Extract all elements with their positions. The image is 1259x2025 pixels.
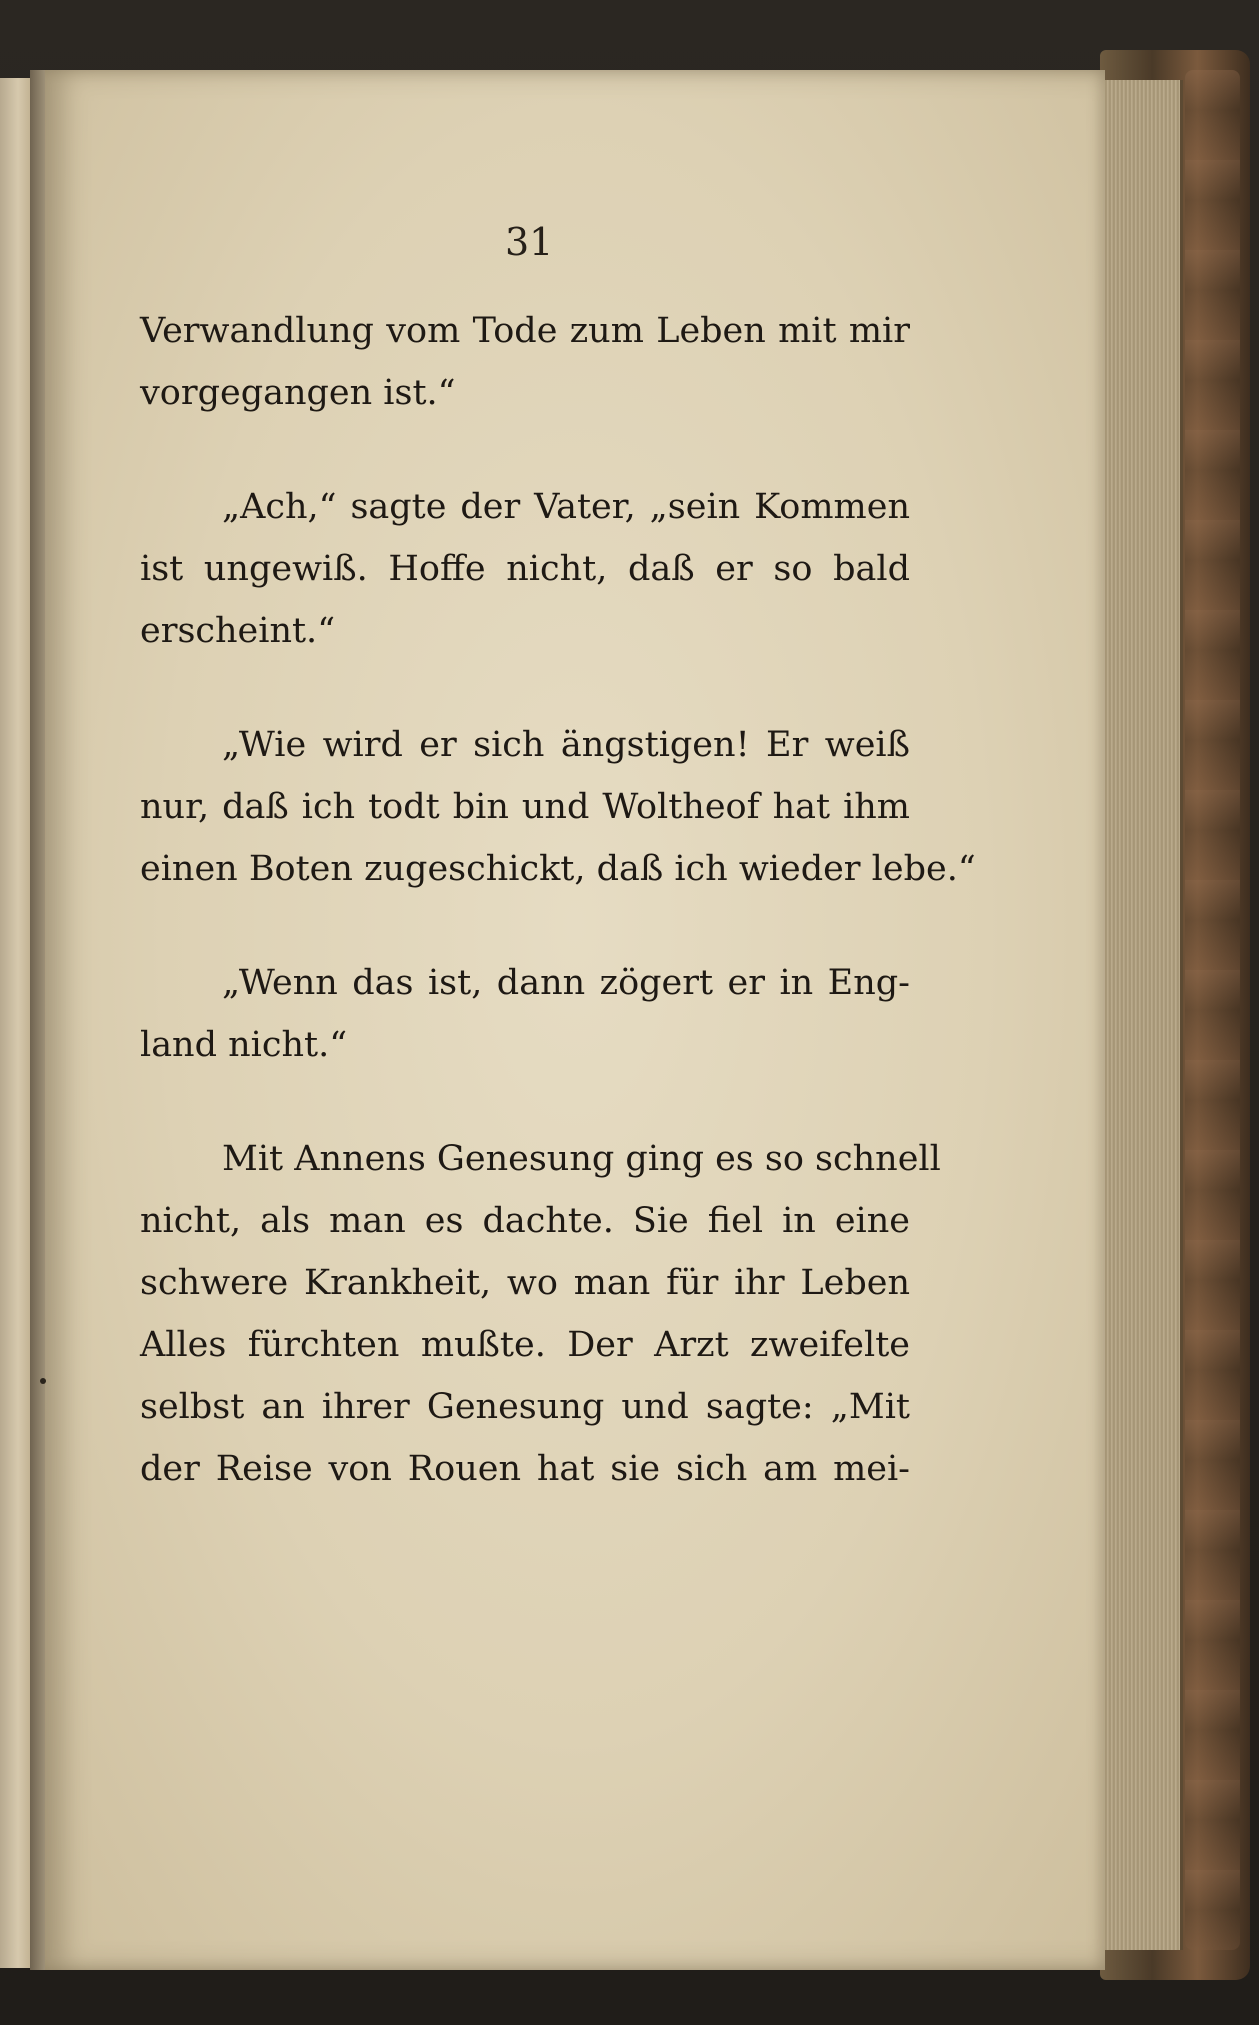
paragraph bbox=[140, 952, 910, 1076]
text-line: „Wie wird er sich ängstigen! Er weiß bbox=[222, 725, 910, 765]
page-number: 31 bbox=[505, 220, 554, 264]
paragraph-gap bbox=[140, 1076, 910, 1128]
text-line: ist ungewiß. Hoffe nicht, daß er so bald bbox=[140, 549, 910, 589]
paragraph-gap bbox=[140, 900, 910, 952]
text-line: „Wenn das ist, dann zögert er in Eng- bbox=[222, 963, 910, 1003]
text-line: schwere Krankheit, wo man für ihr Leben bbox=[140, 1263, 910, 1303]
paragraph-gap bbox=[140, 662, 910, 714]
margin-ink-mark bbox=[40, 1378, 46, 1384]
text-line: Mit Annens Genesung ging es so schnell bbox=[222, 1139, 941, 1179]
text-line: land nicht.“ bbox=[140, 1025, 348, 1065]
text-line: vorgegangen ist.“ bbox=[140, 373, 456, 413]
page-stack-edge bbox=[1100, 80, 1183, 1950]
text-line: erscheint.“ bbox=[140, 611, 336, 651]
text-line: Verwandlung vom Tode zum Leben mit mir bbox=[140, 311, 910, 351]
text-line: der Reise von Rouen hat sie sich am mei- bbox=[140, 1449, 910, 1489]
paragraph-gap bbox=[140, 424, 910, 476]
cover-wear-texture bbox=[1185, 70, 1240, 1950]
text-line: nur, daß ich todt bin und Woltheof hat ihm bbox=[140, 787, 910, 827]
text-line: „Ach,“ sagte der Vater, „sein Kommen bbox=[222, 487, 910, 527]
paragraph bbox=[140, 1128, 941, 1500]
text-line: Alles fürchten mußte. Der Arzt zweifelte bbox=[140, 1325, 910, 1365]
body-text bbox=[140, 300, 976, 1500]
text-line: einen Boten zugeschickt, daß ich wieder lebe.“ bbox=[140, 849, 976, 889]
text-line: selbst an ihrer Genesung und sagte: „Mit bbox=[140, 1387, 910, 1427]
paragraph bbox=[140, 476, 910, 662]
text-line: nicht, als man es dachte. Sie fiel in eine bbox=[140, 1201, 910, 1241]
previous-page-edge bbox=[0, 78, 32, 1968]
paragraph bbox=[140, 300, 910, 424]
paragraph bbox=[140, 714, 976, 900]
